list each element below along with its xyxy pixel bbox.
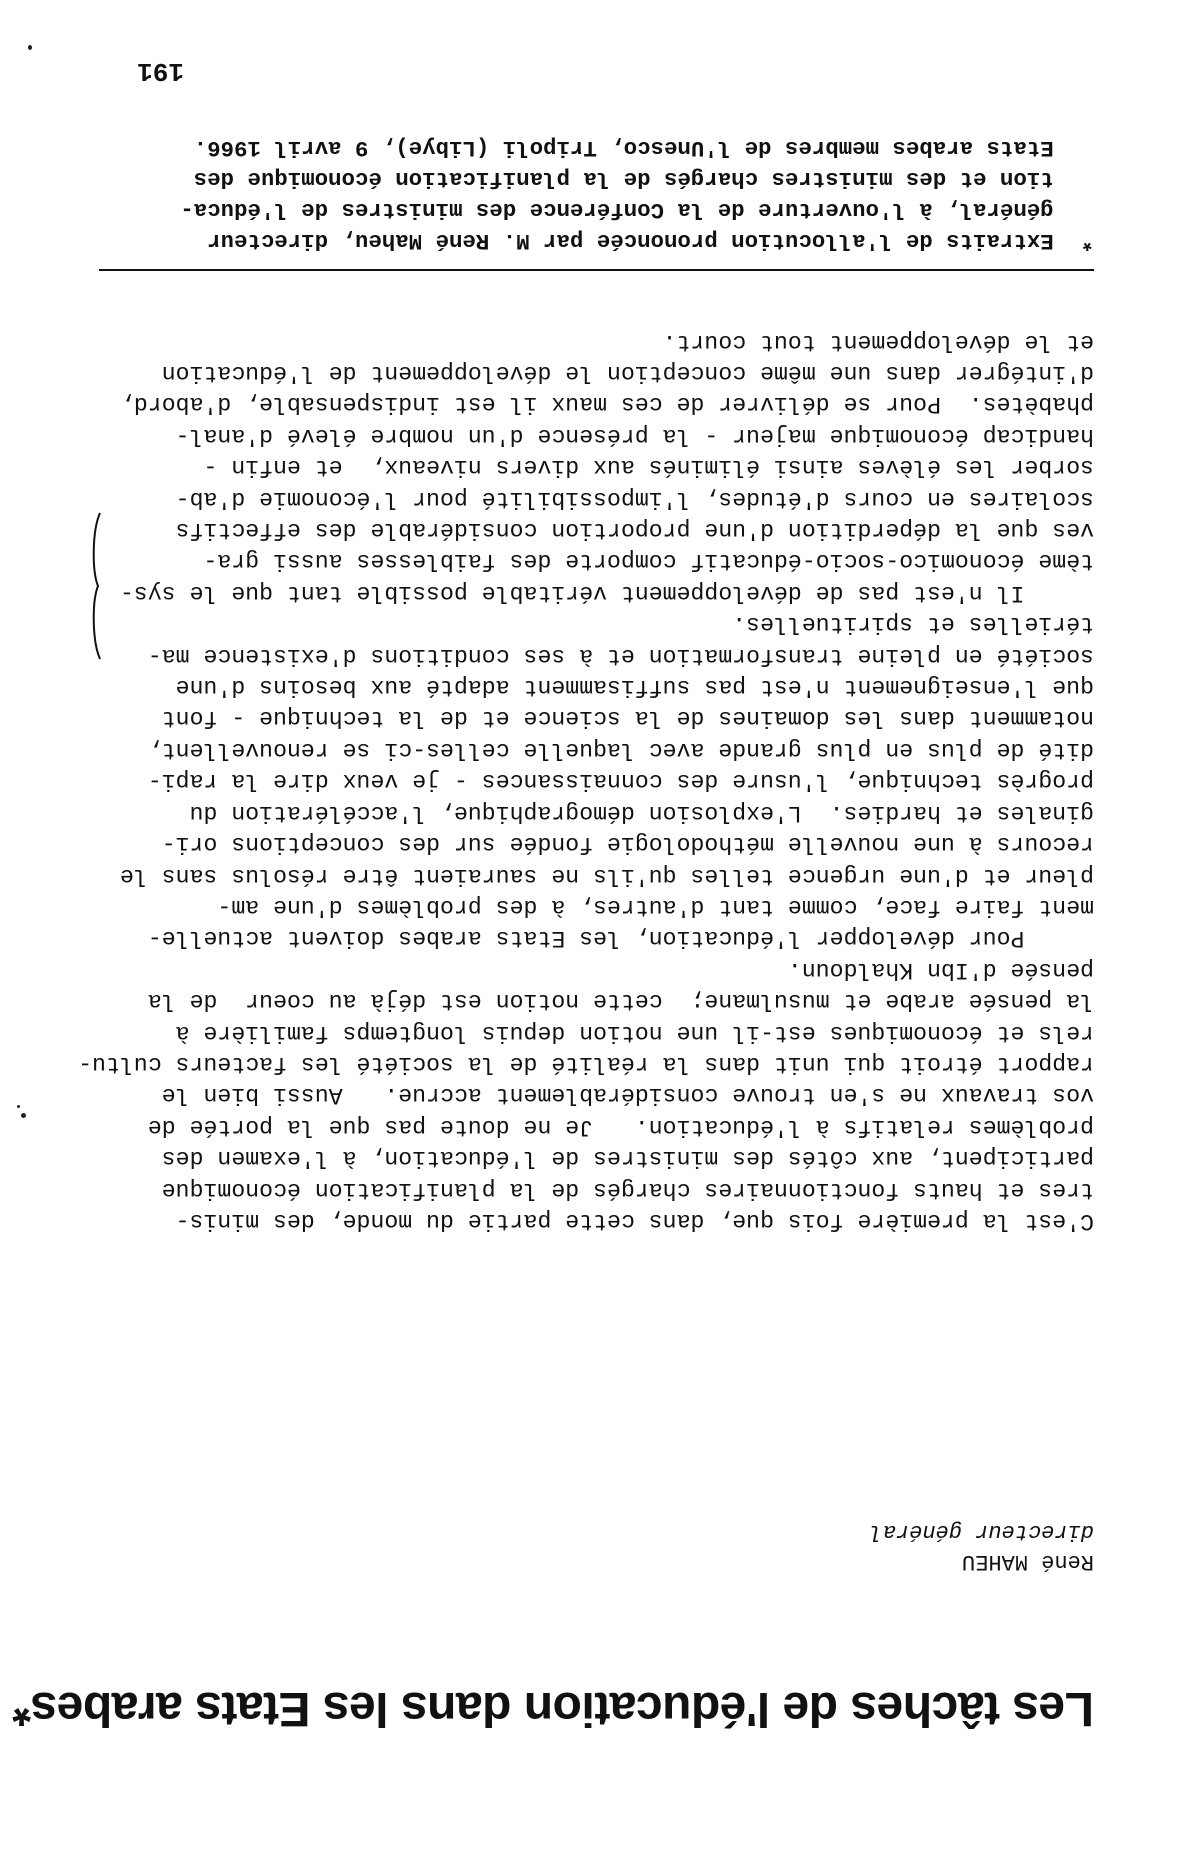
author-role: directeur général [869, 1519, 1094, 1544]
body-line: handicap économique majeur - la présence d'un nombre élevé d'anal- [175, 422, 1094, 449]
author-block [870, 1516, 1094, 1576]
page-number: 191 [137, 56, 184, 86]
body-line: participent, aux côtés des ministres de l'éducation, à l'examen des [161, 1145, 1094, 1172]
article-title: Les tâches de l'éducation dans les Etats arabes* [12, 1682, 1094, 1735]
body-line: phabètes. Pour se délivrer de ces maux il est indispensable, d'abord, [119, 391, 1094, 418]
body-line: recours à une nouvelle méthodologie fondée sur des conceptions ori- [161, 831, 1094, 858]
body-line: société en pleine transformation et à ses conditions d'existence ma- [147, 642, 1094, 669]
body-line: Pour développer l'éducation, les Etats arabes doivent actuelle- [147, 925, 1094, 952]
body-line: térielles et spirituelles. [732, 611, 1094, 638]
body-line: problèmes relatifs à l'éducation. Je ne doute pas que la portée de [147, 1113, 1094, 1140]
body-line: tres et hauts fonctionnaires chargés de la planification économique [161, 1176, 1094, 1203]
body-line: notamment dans les domaines de la science et de la technique - font [161, 705, 1094, 732]
scan-speck [21, 1113, 26, 1118]
body-line: la pensée arabe et musulmane; cette notion est déjà au coeur de la [147, 988, 1094, 1015]
body-line: vos travaux ne s'en trouve considérablement accrue. Aussi bien le [161, 1082, 1094, 1109]
body-line: Il n'est pas de développement véritable possible tant que le sys- [119, 579, 1094, 606]
body-line: ment faire face, comme tant d'autres, à des problèmes d'une am- [217, 893, 1094, 920]
footnote [124, 132, 1094, 256]
body-line: progrès technique, l'usure des connaissances - je veux dire la rapi- [147, 768, 1094, 795]
footnote-line: * Extraits de l'allocution prononcée par M. René Maheu, directeur [207, 228, 1094, 254]
body-line: rapport étroit qui unit dans la réalité de la société les facteurs cultu- [78, 1050, 1094, 1077]
body-line: d'intégrer dans une même conception le développement de l'éducation [161, 360, 1094, 387]
body-line: et le développement tout court. [662, 328, 1094, 355]
body-line: C'est la première fois que, dans cette partie du monde, des minis- [175, 1208, 1094, 1234]
body-line: que l'enseignement n'est pas suffisamment adapté aux besoins d'une [175, 674, 1094, 701]
footnote-line: tion et des ministres chargés de la planification économique des [193, 166, 1094, 192]
body-line: scolaires en cours d'études, l'impossibilité pour l'économie d'ab- [175, 485, 1094, 512]
body-line: pleur et d'une urgence telles qu'ils ne sauraient être résolus sans le [119, 862, 1094, 889]
scan-speck [17, 1105, 20, 1108]
margin-bracket-mark [86, 511, 106, 661]
article-body [78, 325, 1094, 1236]
footnote-line: général, à l'ouverture de la Conférence des ministres de l'éduca- [180, 197, 1094, 223]
body-line: sorber les élèves ainsi éliminés aux divers niveaux, et enfin - [203, 454, 1094, 481]
body-line: ves que la déperdition d'une proportion considérable des effectifs [175, 517, 1094, 544]
footnote-line: Etats arabes membres de l'Unesco, Tripoli (Libye), 9 avril 1966. [193, 135, 1094, 161]
author-name: René MAHEU [961, 1549, 1094, 1574]
body-line: ginales et hardies. L'explosion démographique, l'accélération du [189, 799, 1094, 826]
body-line: tème économico-socio-éducatif comporte des faiblesses aussi gra- [203, 548, 1094, 575]
body-line: rels et économiques est-il une notion depuis longtemps familière à [175, 1019, 1094, 1046]
scan-speck [28, 45, 32, 50]
footnote-divider [99, 269, 1094, 271]
body-line: pensée d'Ibn Khaldoun. [787, 956, 1094, 983]
body-line: dité de plus en plus grande avec laquelle celles-ci se renouvellent, [147, 736, 1094, 763]
